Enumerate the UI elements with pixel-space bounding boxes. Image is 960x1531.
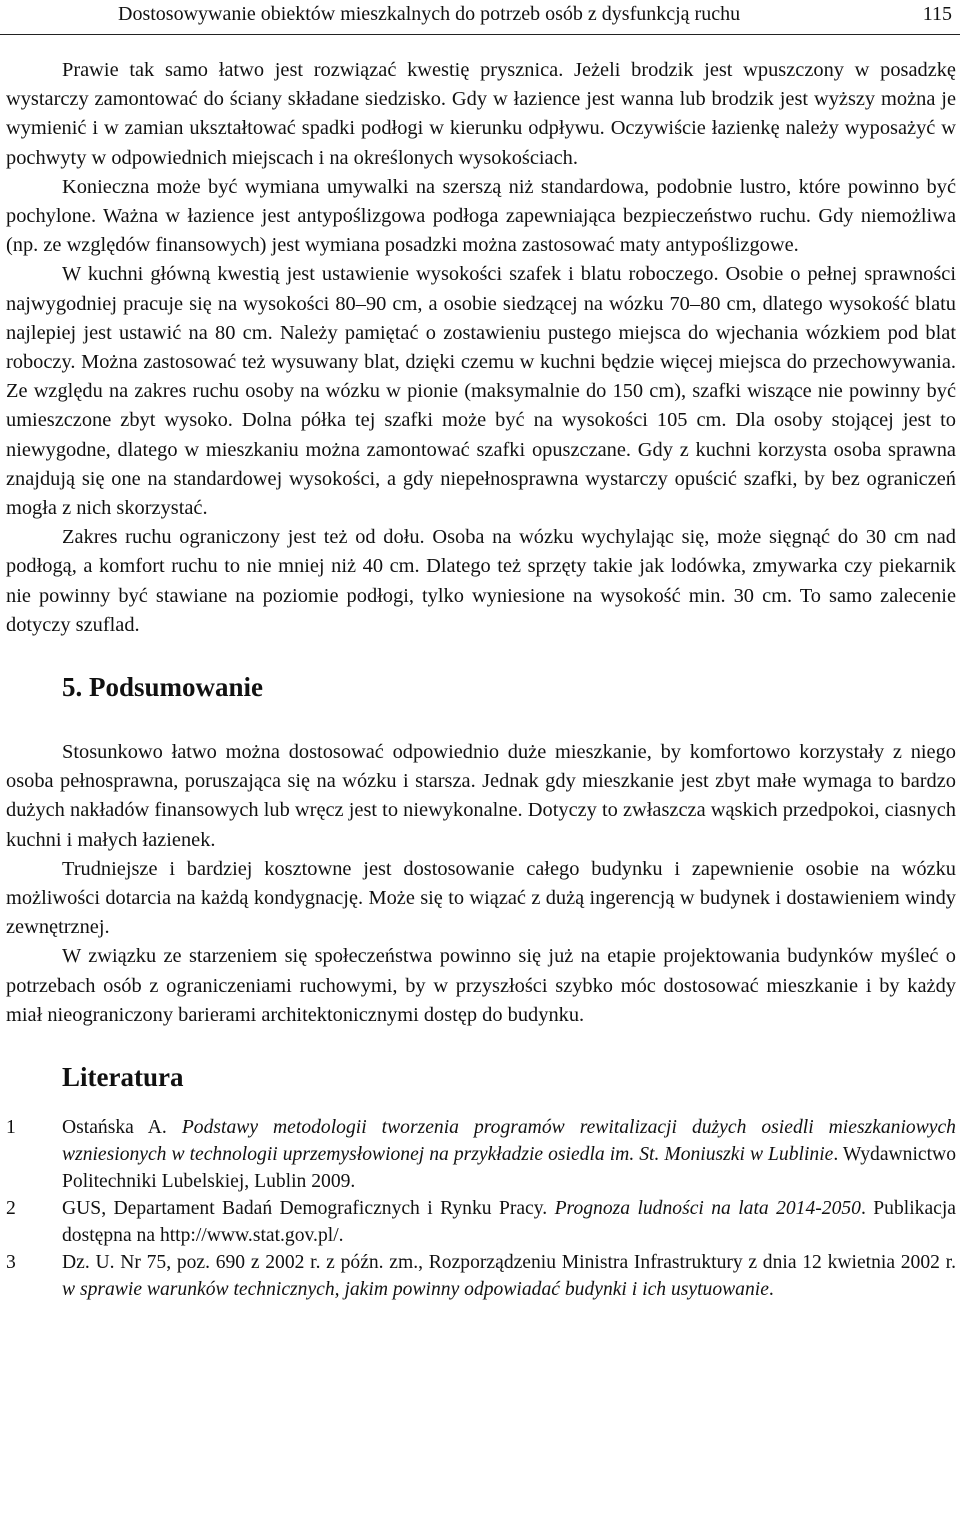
reference-text: . Wydawnictwo Politechniki Lubelskiej, Lublin 2009. xyxy=(62,1144,957,1193)
document-body xyxy=(6,56,956,1303)
paragraph-washbasin: Konieczna może być wymiana umywalki na szerszą niż standardowa, podobnie lustro, które powinno być pochylone. Ważna w łazience jest antypoślizgowa podłoga zapewniająca bezpieczeństwo ruchu. Gdy niemożliwa (np. ze względów finansowych) jest wymiana posadzki można zastosować maty antypoślizgowe. xyxy=(6,175,956,257)
reference-title: w sprawie warunków technicznych, jakim powinny odpowiadać budynki i ich usytuowanie xyxy=(62,1279,769,1301)
reference-text: Ostańska A. xyxy=(62,1117,182,1139)
paragraph-range-of-motion: Zakres ruchu ograniczony jest też od dołu. Osoba na wózku wychylając się, może sięgnąć do 30 cm nad podłogą, a komfort ruchu to nie mniej niż 40 cm. Dlatego też sprzęty takie jak lodówka, zmywarka czy piekarnik nie powinny być stawiane na poziomie podłogi, tylko wyniesione na wysokość min. 30 cm. To samo zalecenie dotyczy szuflad. xyxy=(6,526,956,636)
page-number: 115 xyxy=(922,3,952,25)
reference-title: Prognoza ludności na lata 2014-2050 xyxy=(554,1198,861,1220)
reference-item xyxy=(6,1195,956,1249)
reference-number: 1 xyxy=(6,1117,16,1139)
section-heading-summary: 5. Podsumowanie xyxy=(62,672,264,703)
summary-paragraph: Stosunkowo łatwo można dostosować odpowiednio duże mieszkanie, by komfortowo korzystały z niego osoba pełnosprawna, poruszająca się na wózku i starsza. Jednak gdy mieszkanie jest zbyt małe wymaga to bardzo dużych nakładów finansowych lub wręcz jest to niewykonalne. Dotyczy to zwłaszcza wąskich przedpokoi, ciasnych kuchni i małych łazienek. xyxy=(6,741,956,851)
reference-title: Podstawy metodologii tworzenia programów rewitalizacji dużych osiedli mieszkaniowych wzniesionych w technologii uprzemysłowionej na przykładzie osiedla im. St. Moniuszki w Lublinie xyxy=(62,1117,956,1166)
reference-item xyxy=(6,1249,956,1303)
reference-text: GUS, Departament Badań Demograficznych i Rynku Pracy. xyxy=(62,1198,555,1220)
summary-paragraph: Trudniejsze i bardziej kosztowne jest dostosowanie całego budynku i zapewnienie osobie na wózku możliwości dotarcia na każdą kondygnację. Może się to wiązać z dużą ingerencją w budynek i dostawieniem windy zewnętrznej. xyxy=(6,857,956,939)
section-heading-literature: Literatura xyxy=(62,1062,184,1093)
paragraph-shower: Prawie tak samo łatwo jest rozwiązać kwestię prysznica. Jeżeli brodzik jest wpuszczony w posadzkę wystarczy zamontować do ściany składane siedzisko. Gdy w łazience jest wanna lub brodzik jest wyższy można je wymienić i w zamian ukształtować spadki podłogi w kierunku odpływu. Oczywiście łazienkę należy wyposażyć w pochwyty w odpowiednich miejscach i na określonych wysokościach. xyxy=(6,59,956,169)
paragraph-kitchen: W kuchni główną kwestią jest ustawienie wysokości szafek i blatu roboczego. Osobie o pełnej sprawności najwygodniej pracuje się na wysokości 80–90 cm, a osobie siedzącej na wózku 70–80 cm, dlatego wysokość blatu najlepiej jest ustawić na 80 cm. Należy pamiętać o zostawieniu pustego miejsca do wjechania wózkiem pod blat roboczy. Można zastosować też wysuwany blat, dzięki czemu w kuchni będzie więcej miejsca do przechowywania. Ze względu na zakres ruchu osoby na wózku w pionie (maksymalnie do 150 cm), szafki wiszące nie powinny być umieszczone zbyt wysoko. Dolna półka tej szafki może być na wysokości 105 cm. Dla osoby stojącej jest to niewygodne, dlatego w mieszkaniu można zamontować szafki opuszczane. Gdy z kuchni korzysta osoba sprawna znajdują się one na standardowej wysokości, a gdy niepełnosprawna wystarczy opuścić szafki, by bez ograniczeń mogła z nich skorzystać. xyxy=(6,263,956,520)
reference-list xyxy=(6,1114,956,1303)
reference-text: Dz. U. Nr 75, poz. 690 z 2002 r. z późn. zm., Rozporządzeniu Ministra Infrastruktury z dnia 12 kwietnia 2002 r. xyxy=(62,1252,956,1274)
summary-paragraph: W związku ze starzeniem się społeczeństwa powinno się już na etapie projektowania budynków myśleć o potrzebach osób z ograniczeniami ruchowymi, by w przyszłości szybko móc dostosować mieszkanie i by każdy miał nieograniczony barierami architektonicznymi dostęp do budynku. xyxy=(6,945,956,1026)
reference-number: 2 xyxy=(6,1198,16,1220)
reference-number: 3 xyxy=(6,1252,16,1274)
running-header xyxy=(0,0,960,36)
reference-item xyxy=(6,1114,956,1195)
reference-text: . Publikacja dostępna na http://www.stat.gov.pl/. xyxy=(62,1198,956,1247)
reference-text: . xyxy=(768,1279,774,1301)
header-title: Dostosowywanie obiektów mieszkalnych do potrzeb osób z dysfunkcją ruchu xyxy=(118,3,741,25)
header-rule xyxy=(0,34,960,35)
